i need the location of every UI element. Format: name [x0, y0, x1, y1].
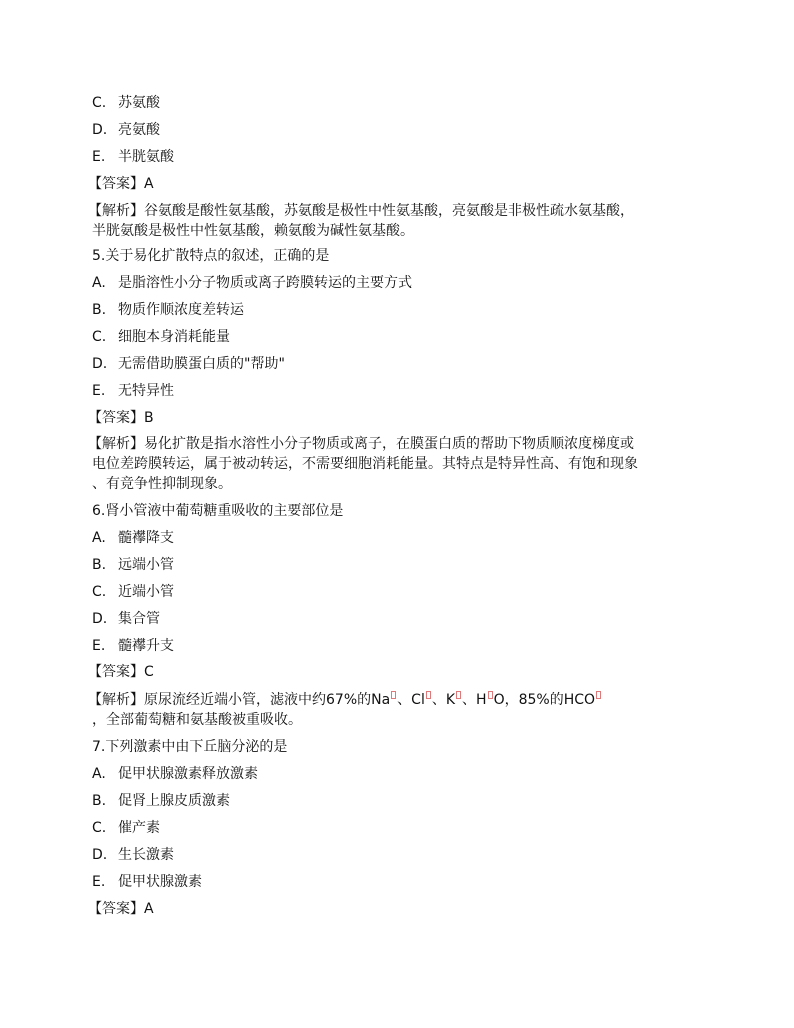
- option-text: 半胱氨酸: [118, 149, 174, 165]
- q5-option-c: [92, 327, 230, 347]
- option-text: 无特异性: [118, 383, 174, 399]
- option-letter: A.: [92, 530, 106, 546]
- q5-stem: 5.关于易化扩散特点的叙述，正确的是: [92, 248, 330, 264]
- q4-analysis-line-1: 【解析】谷氨酸是酸性氨基酸，苏氨酸是极性中性氨基酸，亮氨酸是非极性疏水氨基酸，: [88, 203, 634, 219]
- q7-option-b: [92, 791, 230, 811]
- option-letter: D.: [92, 122, 108, 138]
- option-letter: C.: [92, 584, 107, 600]
- q6-answer: 【答案】C: [88, 664, 154, 680]
- option-text: 促甲状腺激素释放激素: [118, 766, 258, 782]
- missing-glyph-icon: [596, 691, 601, 699]
- q5-option-d: [92, 354, 285, 374]
- q5-analysis-line-3: 、有竞争性抑制现象。: [92, 476, 232, 492]
- q6-option-e: [92, 636, 174, 656]
- q5-answer: 【答案】B: [88, 410, 154, 426]
- q7-option-a: [92, 764, 258, 784]
- option-text: 是脂溶性小分子物质或离子跨膜转运的主要方式: [118, 275, 412, 291]
- analysis-text: 、K: [431, 692, 456, 708]
- option-letter: B.: [92, 302, 107, 318]
- option-letter: E.: [92, 149, 106, 165]
- option-text: 苏氨酸: [118, 95, 160, 111]
- option-letter: E.: [92, 383, 106, 399]
- option-letter: E.: [92, 874, 106, 890]
- missing-glyph-icon: [426, 691, 431, 699]
- q6-option-c: [92, 582, 174, 602]
- option-text: 集合管: [118, 611, 160, 627]
- option-text: 物质作顺浓度差转运: [118, 302, 244, 318]
- q4-option-c: [92, 93, 160, 113]
- option-letter: D.: [92, 847, 108, 863]
- q7-stem: 7.下列激素中由下丘脑分泌的是: [92, 739, 288, 755]
- q4-option-d: [92, 120, 160, 140]
- option-letter: E.: [92, 638, 106, 654]
- q6-analysis-line-2: ，全部葡萄糖和氨基酸被重吸收。: [92, 712, 302, 728]
- option-letter: D.: [92, 356, 108, 372]
- option-letter: B.: [92, 557, 107, 573]
- option-text: 亮氨酸: [118, 122, 160, 138]
- q5-option-a: [92, 273, 412, 293]
- option-text: 近端小管: [118, 584, 174, 600]
- option-text: 催产素: [118, 820, 160, 836]
- analysis-text: O，85%的HCO: [493, 692, 596, 708]
- option-text: 远端小管: [118, 557, 174, 573]
- q4-answer: 【答案】A: [88, 176, 154, 192]
- option-text: 促肾上腺皮质激素: [118, 793, 230, 809]
- q4-option-e: [92, 147, 174, 167]
- analysis-text: 、Cl: [397, 692, 425, 708]
- analysis-text: 【解析】原尿流经近端小管，滤液中约67%的Na: [88, 692, 391, 708]
- q7-option-e: [92, 872, 202, 892]
- analysis-text: 、H: [462, 692, 487, 708]
- option-letter: C.: [92, 820, 107, 836]
- option-letter: D.: [92, 611, 108, 627]
- option-letter: A.: [92, 766, 106, 782]
- q7-option-d: [92, 845, 174, 865]
- q6-option-d: [92, 609, 160, 629]
- option-text: 髓襻升支: [118, 638, 174, 654]
- q5-analysis-line-1: 【解析】易化扩散是指水溶性小分子物质或离子，在膜蛋白质的帮助下物质顺浓度梯度或: [88, 436, 634, 452]
- q7-option-c: [92, 818, 160, 838]
- option-letter: A.: [92, 275, 106, 291]
- q6-stem: 6.肾小管液中葡萄糖重吸收的主要部位是: [92, 503, 344, 519]
- q5-analysis-line-2: 电位差跨膜转运，属于被动转运，不需要细胞消耗能量。其特点是特异性高、有饱和现象: [92, 456, 638, 472]
- option-letter: C.: [92, 329, 107, 345]
- option-text: 髓襻降支: [118, 530, 174, 546]
- missing-glyph-icon: [488, 691, 493, 699]
- missing-glyph-icon: [391, 691, 396, 699]
- option-text: 无需借助膜蛋白质的"帮助": [118, 356, 285, 372]
- q5-option-b: [92, 300, 244, 320]
- q6-analysis-line-1: [88, 690, 602, 710]
- option-letter: C.: [92, 95, 107, 111]
- q7-answer: 【答案】A: [88, 901, 154, 917]
- missing-glyph-icon: [456, 691, 461, 699]
- q5-option-e: [92, 381, 174, 401]
- option-text: 细胞本身消耗能量: [118, 329, 230, 345]
- option-letter: B.: [92, 793, 107, 809]
- q4-analysis-line-2: 半胱氨酸是极性中性氨基酸，赖氨酸为碱性氨基酸。: [92, 223, 414, 239]
- option-text: 促甲状腺激素: [118, 874, 202, 890]
- option-text: 生长激素: [118, 847, 174, 863]
- q6-option-b: [92, 555, 174, 575]
- q6-option-a: [92, 528, 174, 548]
